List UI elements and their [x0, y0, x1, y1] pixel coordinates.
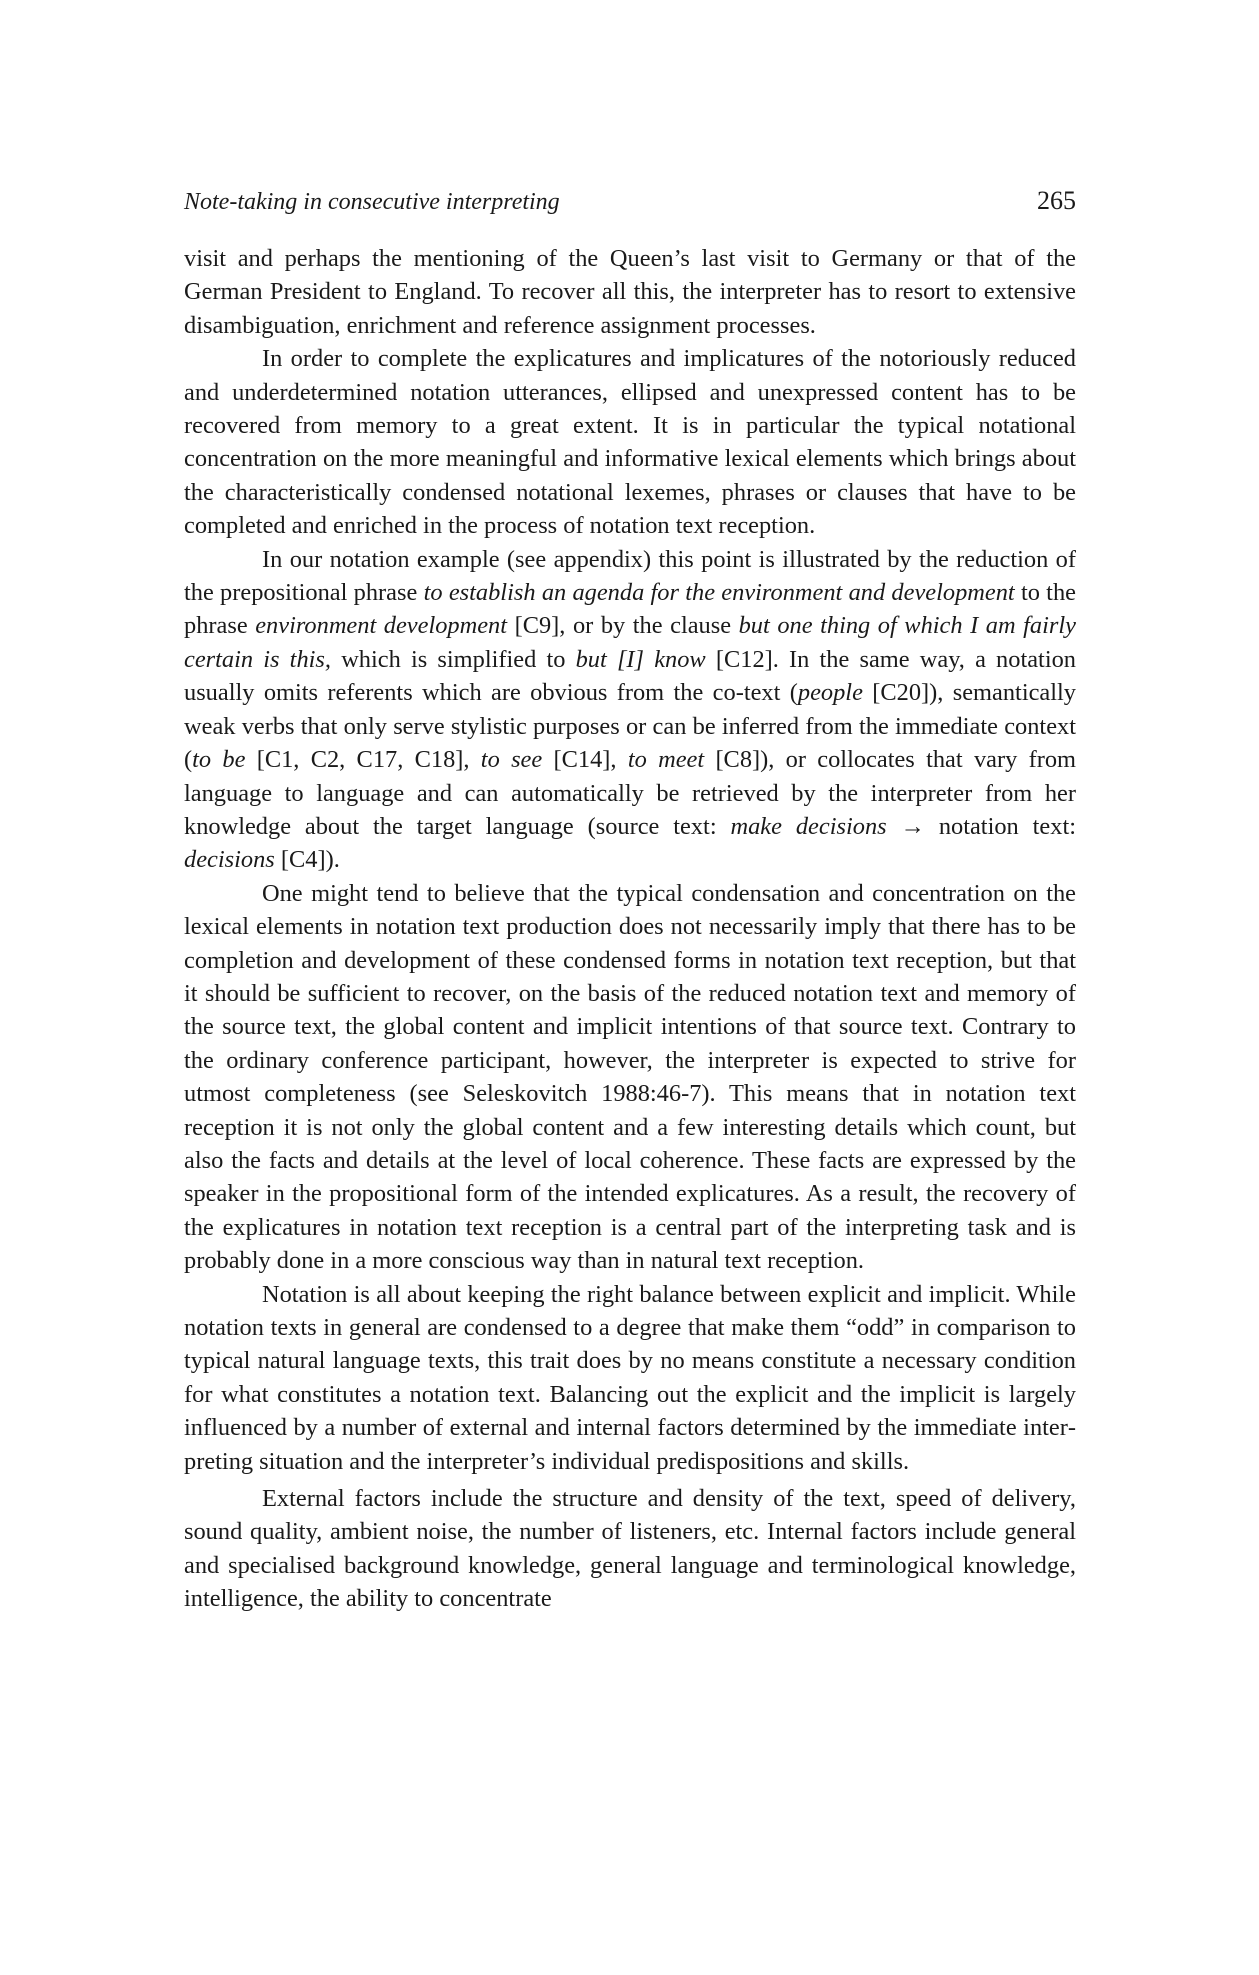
text-run: Notation is all about keeping the right balance between explicit and implicit. While notation texts in general are condensed to a degree that make them “odd” in comparison to typical natural language texts, this trait does by no means constitute a necessary condition for what constitutes a notation text. Balancing out the explicit and the implicit is largely influenced by a number of external and internal factors determined by the immediate interpreting situation and the interpreter’s individual predispositions and skills.: [184, 1280, 1076, 1475]
italic-example: but one thing of which I am fairly certain is this,: [184, 612, 1076, 673]
paragraph-1: [184, 242, 1076, 342]
paragraph-2: [184, 342, 1076, 542]
text-run: External factors include the structure and density of the text, speed of delivery, sound quality, ambient noise, the number of listeners, etc. Internal factors include general and specialised background knowledge, general language and terminological knowledge, intelligence, the ability to concentrate: [184, 1485, 1076, 1613]
text-run: [C12]. In the same way, a notation usually omits referents which are obvious from the co-text (: [184, 645, 1076, 707]
text-run: [C4]).: [274, 846, 340, 874]
italic-example: to see: [480, 746, 543, 774]
italic-example: but [I] know: [575, 645, 706, 673]
paragraph-6: [184, 1482, 1076, 1616]
text-run: In order to complete the explicatures and implicatures of the notoriously reduced and underdetermined notation utterances, ellipsed and unexpressed content has to be recovered from memory to a great extent. It is in particular the typical notational concentration on the more meaningful and informative lexical elements which brings about the characteristically condensed notational lexemes, phrases or clauses that have to be completed and enriched in the process of notation text reception.: [184, 345, 1076, 540]
italic-example: environment development: [255, 612, 508, 640]
running-head: [184, 186, 1076, 226]
page-number: 265: [1037, 186, 1076, 215]
paragraph-5: [184, 1278, 1076, 1478]
italic-example: make decisions: [730, 812, 887, 840]
italic-example: to be: [192, 746, 246, 774]
text-run: which is simplified to: [331, 645, 576, 673]
text-run: [C20]), semantically weak verbs that only serve stylistic purposes or can be inferred from the immediate context (: [184, 679, 1076, 774]
text-run: [C8]), or collocates that vary from language to language and can automatically be retrieved by the interpreter from her knowledge about the target language (source text:: [184, 746, 1077, 840]
italic-example: people: [797, 679, 863, 707]
document-page: [184, 186, 1076, 1616]
text-run: One might tend to believe that the typical condensation and concentration on the lexical elements in notation text production does not necessarily imply that there has to be completion and development of these condensed forms in notation text reception, but that it should be sufficient to recover, on the basis of the reduced notation text and memory of the source text, the global content and implicit intentions of that source text. Contrary to the ordinary conference participant, however, the interpreter is expected to strive for utmost completeness (see Seleskovitch 1988:46-7). This means that in notation text reception it is not only the global content and a few interesting details which count, but also the facts and details at the level of local coherence. These facts are expressed by the speaker in the propositional form of the intended explicatures. As a result, the recovery of the explicatures in notation text reception is a central part of the interpreting task and is probably done in a more conscious way than in natural text reception.: [184, 879, 1076, 1275]
text-run: to the phrase: [184, 579, 1076, 640]
body-text: [184, 242, 1076, 1616]
text-run: → notation text:: [886, 812, 1076, 840]
paragraph-4: [184, 877, 1076, 1278]
running-title: Note-taking in consecutive interpreting: [184, 189, 560, 215]
italic-example: to establish an agenda for the environment and development: [423, 579, 1015, 607]
text-run: [C9], or by the clause: [507, 612, 739, 640]
italic-example: to meet: [627, 746, 705, 774]
paragraph-3: [184, 543, 1076, 877]
italic-example: decisions: [184, 846, 275, 874]
text-run: [C14],: [542, 746, 628, 774]
text-run: [C1, C2, C17, C18],: [245, 746, 481, 774]
text-run: visit and perhaps the mentioning of the Queen’s last visit to Germany or that of the German President to England. To recover all this, the interpreter has to resort to extensive disambiguation, enrichment and reference assignment processes.: [184, 245, 1076, 339]
text-run: In our notation example (see appendix) this point is illustrated by the reduction of the prepositional phrase: [184, 545, 1076, 607]
